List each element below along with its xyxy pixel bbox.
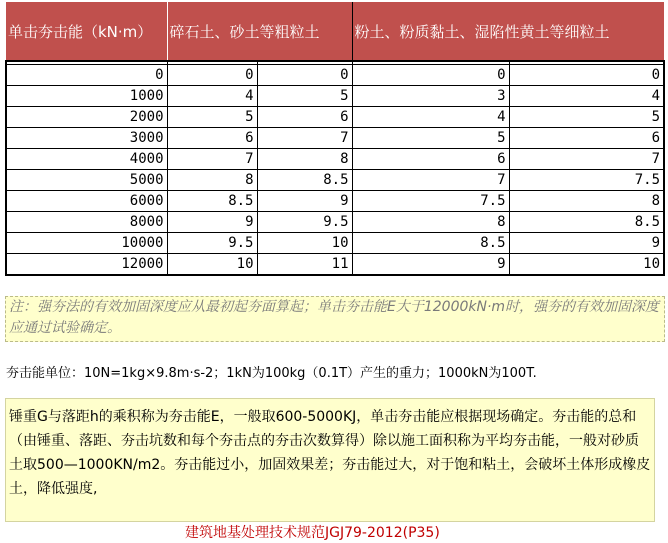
table-cell: 10000 — [6, 233, 167, 254]
table-row — [6, 107, 664, 128]
table-row — [6, 212, 664, 233]
compaction-depth-table — [5, 2, 665, 276]
table-row — [6, 128, 664, 149]
table-cell: 8 — [509, 191, 664, 212]
table-cell: 6 — [257, 107, 352, 128]
table-cell: 6000 — [6, 191, 167, 212]
table-cell: 7 — [509, 149, 664, 170]
table-cell: 12000 — [6, 254, 167, 276]
table-cell: 9.5 — [257, 212, 352, 233]
table-cell: 5 — [167, 107, 257, 128]
table-cell: 7.5 — [509, 170, 664, 191]
table-cell: 4 — [509, 86, 664, 107]
unit-explanation: 夯击能单位：10N=1kg×9.8m·s-2；1kN为100kg（0.1T）产生的重力；1000kN为100T. — [6, 366, 537, 381]
table-cell: 0 — [509, 65, 664, 86]
table-footnote: 注：强夯法的有效加固深度应从最初起夯面算起；单击夯击能E大于12000kN·m时，强夯的有效加固深度应通过试验确定。 — [5, 296, 665, 342]
table-cell: 10 — [509, 254, 664, 276]
table-cell: 7 — [257, 128, 352, 149]
table-cell: 5 — [352, 128, 509, 149]
table-cell: 9 — [509, 233, 664, 254]
table-cell: 5 — [509, 107, 664, 128]
table-cell: 8 — [257, 149, 352, 170]
table-cell: 0 — [167, 65, 257, 86]
table-cell: 8.5 — [257, 170, 352, 191]
table-cell: 9 — [257, 191, 352, 212]
table-row — [6, 149, 664, 170]
table-header-row — [6, 2, 664, 61]
table-cell: 8.5 — [167, 191, 257, 212]
table-cell: 4 — [167, 86, 257, 107]
table-cell: 6 — [352, 149, 509, 170]
table-cell: 7 — [167, 149, 257, 170]
header-coarse-soil: 碎石土、砂土等粗粒土 — [167, 2, 352, 61]
table-cell: 5000 — [6, 170, 167, 191]
table-cell: 8.5 — [352, 233, 509, 254]
table-cell: 4000 — [6, 149, 167, 170]
table-cell: 10 — [257, 233, 352, 254]
table-cell: 3000 — [6, 128, 167, 149]
table-cell: 2000 — [6, 107, 167, 128]
table-cell: 10 — [167, 254, 257, 276]
table-cell: 6 — [509, 128, 664, 149]
table-cell: 9 — [167, 212, 257, 233]
header-impact-energy: 单击夯击能（kN·m） — [6, 2, 167, 61]
table-cell: 8 — [167, 170, 257, 191]
header-fine-soil: 粉土、粉质黏土、湿陷性黄土等细粒土 — [352, 2, 664, 61]
table-cell: 0 — [352, 65, 509, 86]
table-cell: 7.5 — [352, 191, 509, 212]
table-cell: 11 — [257, 254, 352, 276]
table-cell: 8.5 — [509, 212, 664, 233]
table-cell: 7 — [352, 170, 509, 191]
table-row — [6, 254, 664, 276]
table-cell: 5 — [257, 86, 352, 107]
table-cell: 4 — [352, 107, 509, 128]
table-cell: 0 — [257, 65, 352, 86]
table-row — [6, 191, 664, 212]
table-cell: 1000 — [6, 86, 167, 107]
table-cell: 6 — [167, 128, 257, 149]
impact-energy-description: 锤重G与落距h的乘积称为夯击能E，一般取600-5000KJ，单击夯击能应根据现场确定。夯击能的总和（由锤重、落距、夯击坑数和每个夯击点的夯击次数算得）除以施工面积称为平均夯击能，一般对砂质土取500—1000KN/m2。夯击能过小，加固效果差；夯击能过大，对于饱和粘土，会破坏土体形成橡皮土，降低强度, — [5, 398, 655, 522]
table-cell: 9 — [352, 254, 509, 276]
table-row — [6, 65, 664, 86]
table-cell: 3 — [352, 86, 509, 107]
table-row — [6, 233, 664, 254]
table-cell: 8 — [352, 212, 509, 233]
table-cell: 9.5 — [167, 233, 257, 254]
table-cell: 8000 — [6, 212, 167, 233]
table-cell: 0 — [6, 65, 167, 86]
source-citation: 建筑地基处理技术规范JGJ79-2012(P35) — [185, 525, 440, 541]
table-row — [6, 86, 664, 107]
table-row — [6, 170, 664, 191]
